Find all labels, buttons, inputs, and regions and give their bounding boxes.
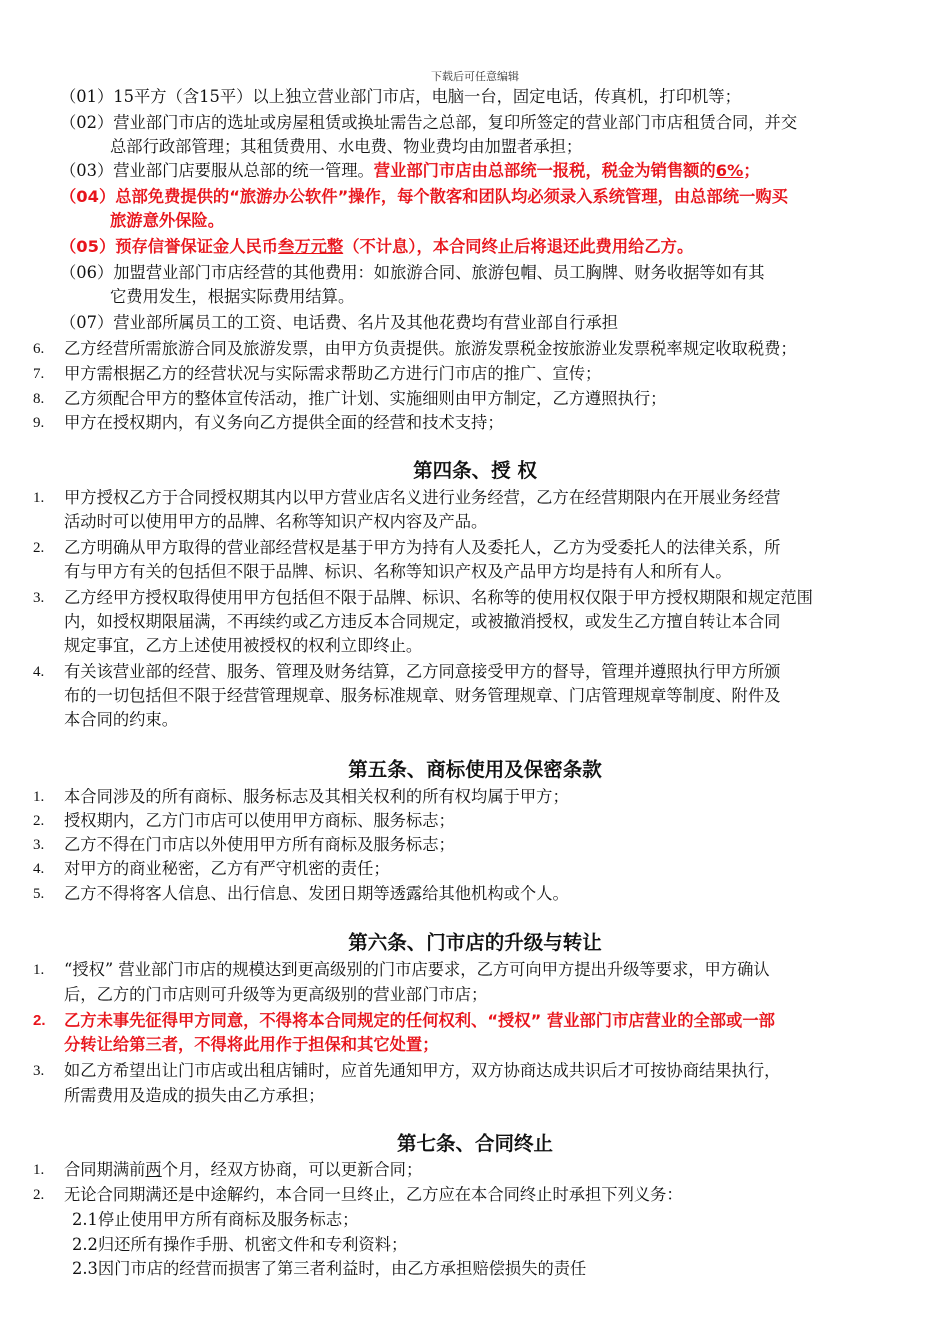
list-number: 2. (33, 1187, 45, 1203)
item-05-a: （05）预存信誉保证金人民币 (60, 237, 279, 256)
list-number: 7. (33, 366, 45, 382)
page-header: 下载后可任意编辑 (431, 70, 519, 83)
list-number: 1. (33, 789, 45, 805)
item-03-red-end: ； (743, 161, 760, 180)
s7-item-2: 无论合同期满还是中途解约，本合同一旦终止，乙方应在本合同终止时承担下列义务： (64, 1185, 683, 1204)
item-03-red: 营业部门市店由总部统一报税，税金为销售额的 (373, 161, 716, 180)
list-number: 2. (33, 1012, 46, 1029)
item-02-line2: 总部行政部管理；其租赁费用、水电费、物业费均由加盟者承担； (110, 137, 583, 156)
item-05 (60, 236, 693, 258)
s7-sub-2-2: 2.2归还所有操作手册、机密文件和专利资料； (72, 1235, 408, 1254)
s4-item-4-line3: 本合同的约束。 (64, 710, 178, 729)
section-5-title: 第五条、商标使用及保密条款 (348, 758, 602, 781)
s4-item-2-line1: 乙方明确从甲方取得的营业部经营权是基于甲方为持有人及委托人，乙方为受委托人的法律关系，所 (64, 538, 781, 557)
s7-item-1-b: 个月，经双方协商，可以更新合同； (161, 1160, 423, 1179)
s4-item-1-line2: 活动时可以使用甲方的品牌、名称等知识产权内容及产品。 (64, 512, 488, 531)
s4-item-2-line2: 有与甲方有关的包括但不限于品牌、标识、名称等知识产权及产品甲方均是持有人和所有人。 (64, 562, 732, 581)
item-05-b: （不计息），本合同终止后将退还此费用给乙方。 (343, 237, 694, 256)
list-number: 1. (33, 490, 45, 506)
item-03 (60, 160, 760, 182)
s6-item-2-line1: 乙方未事先征得甲方同意，不得将本合同规定的任何权利、“授权” 营业部门市店营业的全部或一部 (64, 1011, 775, 1030)
list-number: 4. (33, 664, 45, 680)
s4-item-4-line2: 布的一切包括但不限于经营管理规章、服务标准规章、财务管理规章、门店管理规章等制度、附件及 (64, 686, 781, 705)
item-01: （01）15平方（含15平）以上独立营业部门市店，电脑一台，固定电话，传真机，打印机等； (60, 87, 741, 106)
s4-item-3-line2: 内，如授权期限届满，不再续约或乙方违反本合同规定，或被撤消授权，或发生乙方擅自转让本合同 (64, 612, 781, 631)
s4-item-1-line1: 甲方授权乙方于合同授权期其内以甲方营业店名义进行业务经营，乙方在经营期限内在开展业务经营 (64, 488, 781, 507)
s6-item-1-line2: 后，乙方的门市店则可升级等为更高级别的营业部门市店； (64, 985, 488, 1004)
item-03-plain: （03）营业部门店要服从总部的统一管理。 (60, 161, 374, 180)
list-number: 5. (33, 886, 45, 902)
s6-item-1-line1: “授权” 营业部门市店的规模达到更高级别的门市店要求，乙方可向甲方提出升级等要求，甲方确认 (64, 960, 770, 979)
item-05-amount: 叁万元整 (278, 237, 344, 256)
s7-sub-2-1: 2.1停止使用甲方所有商标及服务标志； (72, 1210, 359, 1229)
list-number: 3. (33, 837, 45, 853)
list-number: 4. (33, 861, 45, 877)
s7-item-1 (64, 1159, 422, 1181)
item-06-line1: （06）加盟营业部门市店经营的其他费用：如旅游合同、旅游包帽、员工胸牌、财务收据等如有其 (60, 263, 765, 282)
s5-item-1: 本合同涉及的所有商标、服务标志及其相关权利的所有权均属于甲方； (64, 787, 569, 806)
item-02-line1: （02）营业部门市店的选址或房屋租赁或换址需告之总部，复印所签定的营业部门市店租赁合同，并交 (60, 113, 798, 132)
item-04-line1: （04）总部免费提供的“旅游办公软件”操作，每个散客和团队均必须录入系统管理，由总部统一购买 (60, 187, 788, 206)
list-number: 9. (33, 415, 45, 431)
item-06-line2: 它费用发生，根据实际费用结算。 (110, 287, 355, 306)
s7-sub-2-3: 2.3因门市店的经营而损害了第三者利益时，由乙方承担赔偿损失的责任 (72, 1259, 587, 1278)
list-number: 3. (33, 1063, 45, 1079)
list-number: 8. (33, 391, 45, 407)
s5-item-2: 授权期内，乙方门市店可以使用甲方商标、服务标志； (64, 811, 455, 830)
s6-item-3-line2: 所需费用及造成的损失由乙方承担； (64, 1086, 325, 1105)
item-8: 乙方须配合甲方的整体宣传活动，推广计划、实施细则由甲方制定，乙方遵照执行； (64, 389, 667, 408)
list-number: 2. (33, 813, 45, 829)
s5-item-4: 对甲方的商业秘密，乙方有严守机密的责任； (64, 859, 390, 878)
item-6: 乙方经营所需旅游合同及旅游发票，由甲方负责提供。旅游发票税金按旅游业发票税率规定收取税费； (64, 339, 797, 358)
item-9: 甲方在授权期内，有义务向乙方提供全面的经营和技术支持； (64, 413, 504, 432)
list-number: 1. (33, 1162, 45, 1178)
s5-item-5: 乙方不得将客人信息、出行信息、发团日期等透露给其他机构或个人。 (64, 884, 569, 903)
s4-item-4-line1: 有关该营业部的经营、服务、管理及财务结算，乙方同意接受甲方的督导，管理并遵照执行甲方所颁 (64, 662, 781, 681)
list-number: 3. (33, 590, 45, 606)
item-07: （07）营业部所属员工的工资、电话费、名片及其他花费均有营业部自行承担 (60, 313, 619, 332)
s5-item-3: 乙方不得在门市店以外使用甲方所有商标及服务标志； (64, 835, 455, 854)
item-03-tax-rate: 6% (715, 161, 744, 180)
s4-item-3-line3: 规定事宜，乙方上述使用被授权的权利立即终止。 (64, 636, 423, 655)
s6-item-2-line2: 分转让给第三者，不得将此用作于担保和其它处置； (64, 1035, 439, 1054)
s4-item-3-line1: 乙方经甲方授权取得使用甲方包括但不限于品牌、标识、名称等的使用权仅限于甲方授权期限和规定范围 (64, 588, 813, 607)
list-number: 1. (33, 962, 45, 978)
s7-item-1-a: 合同期满前 (64, 1160, 146, 1179)
list-number: 2. (33, 540, 45, 556)
item-04-line2: 旅游意外保险。 (110, 211, 224, 230)
s6-item-3-line1: 如乙方希望出让门市店或出租店铺时，应首先通知甲方，双方协商达成共识后才可按协商结果执行， (64, 1061, 781, 1080)
s7-item-1-two: 两 (145, 1160, 162, 1179)
section-6-title: 第六条、门市店的升级与转让 (348, 931, 602, 954)
list-number: 6. (33, 341, 45, 357)
item-7: 甲方需根据乙方的经营状况与实际需求帮助乙方进行门市店的推广、宣传； (64, 364, 602, 383)
section-4-title: 第四条、授 权 (413, 459, 537, 482)
section-7-title: 第七条、合同终止 (396, 1132, 553, 1155)
